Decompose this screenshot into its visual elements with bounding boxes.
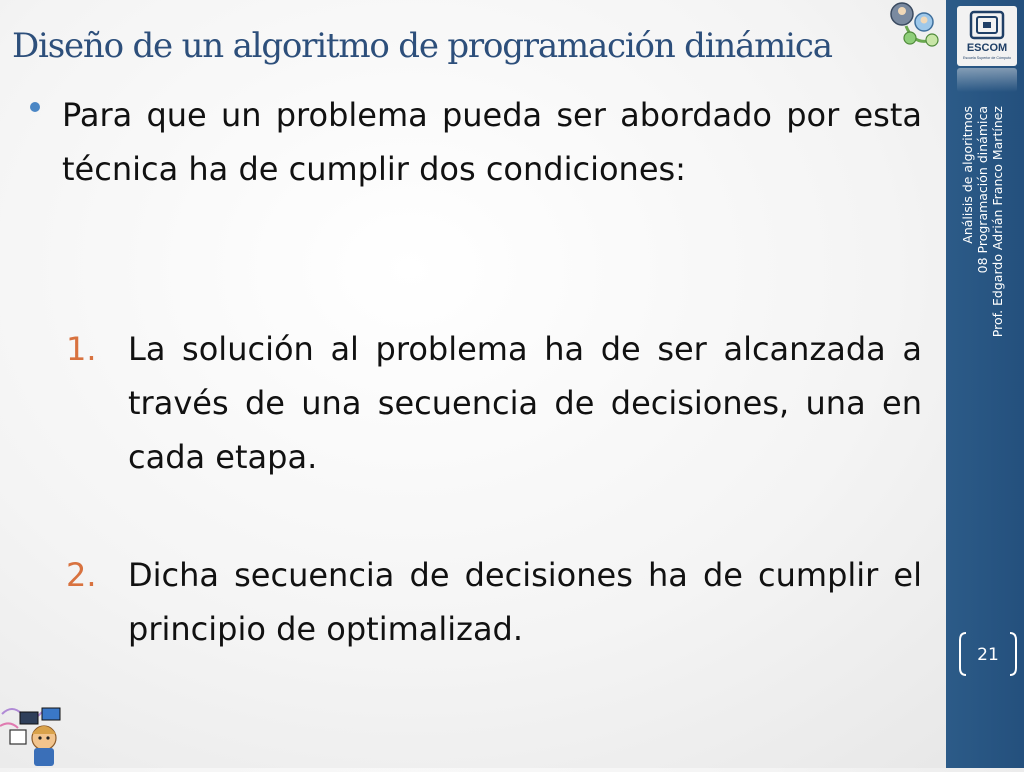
people-network-icon	[884, 0, 942, 60]
student-mascot-icon	[0, 700, 80, 772]
unit-name: 08 Programación dinámica	[975, 106, 990, 274]
page-number-box	[958, 630, 1018, 678]
logo-text: ESCOM	[966, 42, 1008, 54]
list-item	[66, 548, 922, 656]
logo-reflection	[957, 68, 1017, 92]
main-bullet	[30, 88, 922, 196]
escom-logo-icon	[957, 6, 1017, 66]
list-item	[66, 322, 922, 484]
page-number: 21	[977, 645, 999, 665]
logo-subtext: Escuela Superior de Cómputo	[963, 56, 1011, 60]
list-item-text: Dicha secuencia de decisiones ha de cumplir el principio de optimalizad.	[128, 556, 922, 648]
course-name: Análisis de algoritmos	[960, 106, 975, 244]
bullet-dot-icon	[30, 102, 40, 112]
slide-title: Diseño de un algoritmo de programación dinámica	[12, 26, 832, 66]
course-info	[960, 106, 1020, 366]
list-item-number: 2.	[66, 556, 97, 594]
professor-name: Prof. Edgardo Adrián Franco Martínez	[990, 106, 1005, 338]
list-item-text: La solución al problema ha de ser alcanzada a través de una secuencia de decisiones, una en cada etapa.	[128, 330, 922, 476]
bullet-text: Para que un problema pueda ser abordado por esta técnica ha de cumplir dos condiciones:	[62, 96, 922, 188]
list-item-number: 1.	[66, 330, 97, 368]
escom-logo	[957, 6, 1017, 66]
